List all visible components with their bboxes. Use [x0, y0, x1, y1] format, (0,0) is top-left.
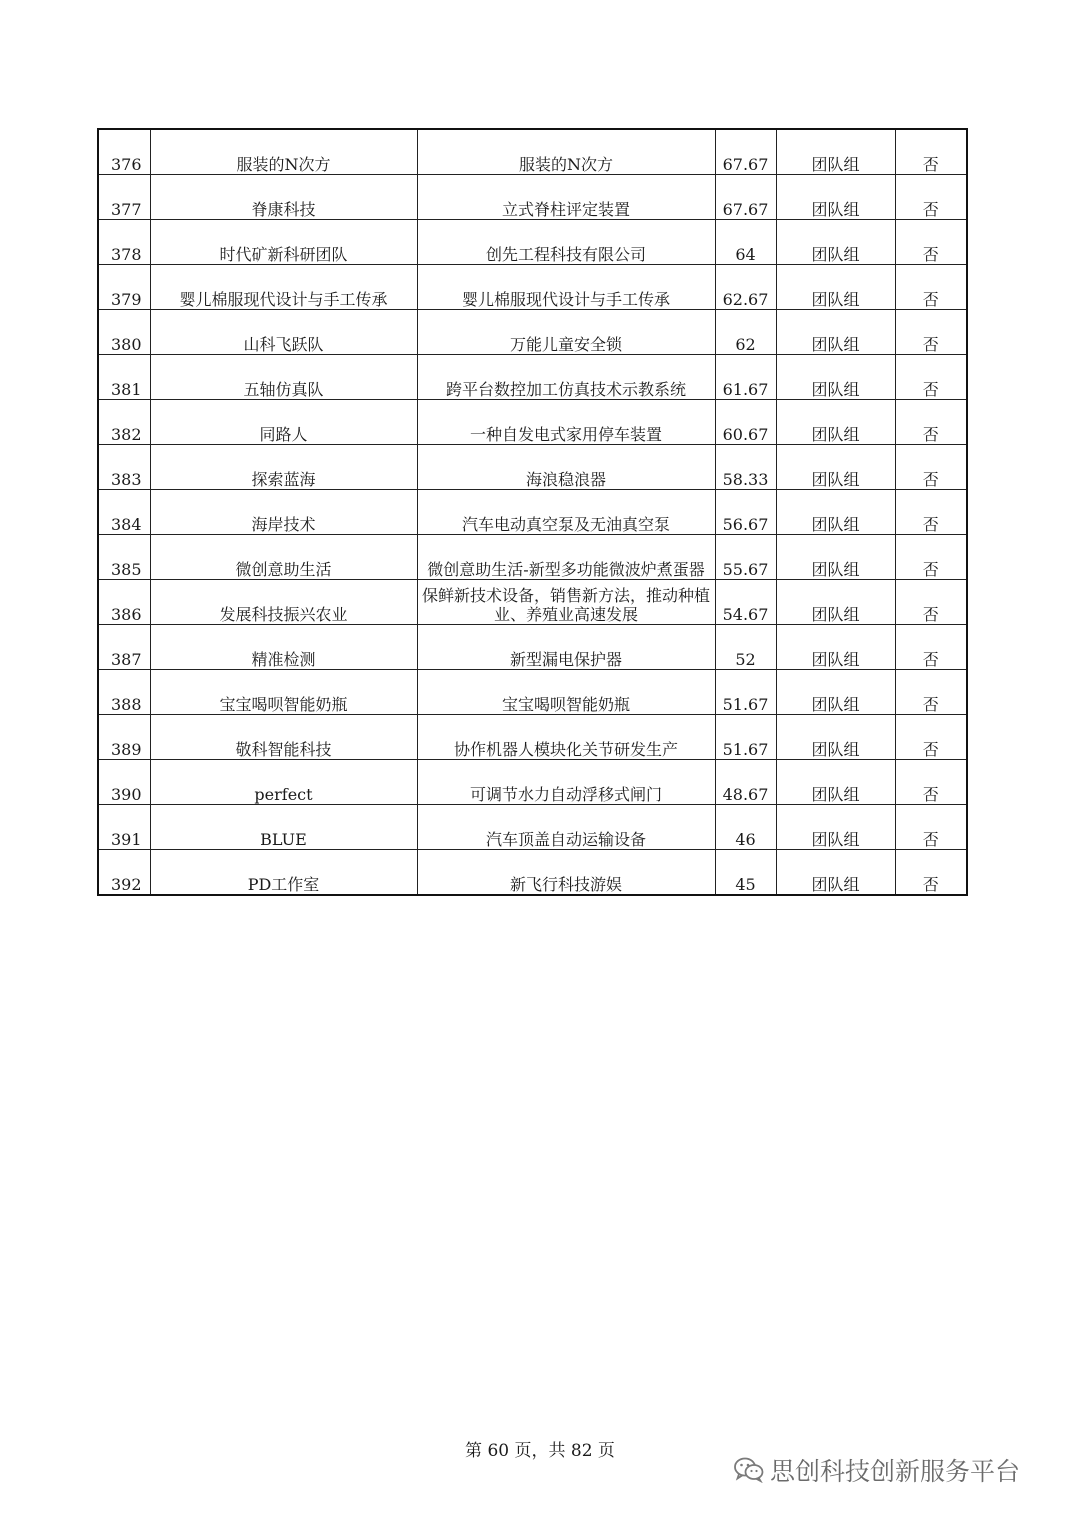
table-row	[98, 760, 967, 805]
cell-project-name: 宝宝喝呗智能奶瓶	[417, 670, 715, 715]
cell-flag: 否	[895, 850, 967, 896]
cell-group: 团队组	[776, 535, 895, 580]
cell-score: 45	[715, 850, 776, 896]
cell-group: 团队组	[776, 490, 895, 535]
cell-project-name: 汽车顶盖自动运输设备	[417, 805, 715, 850]
cell-team-name: 发展科技振兴农业	[150, 580, 417, 625]
cell-flag: 否	[895, 445, 967, 490]
table-row	[98, 535, 967, 580]
cell-group: 团队组	[776, 220, 895, 265]
cell-number: 388	[98, 670, 150, 715]
cell-score: 55.67	[715, 535, 776, 580]
table-row	[98, 129, 967, 175]
table-row	[98, 580, 967, 625]
cell-group: 团队组	[776, 129, 895, 175]
table-row	[98, 175, 967, 220]
cell-team-name: perfect	[150, 760, 417, 805]
cell-group: 团队组	[776, 805, 895, 850]
table-row	[98, 670, 967, 715]
cell-team-name: 婴儿棉服现代设计与手工传承	[150, 265, 417, 310]
cell-group: 团队组	[776, 850, 895, 896]
cell-team-name: 探索蓝海	[150, 445, 417, 490]
cell-number: 389	[98, 715, 150, 760]
cell-flag: 否	[895, 220, 967, 265]
cell-team-name: 精准检测	[150, 625, 417, 670]
cell-score: 67.67	[715, 129, 776, 175]
cell-number: 387	[98, 625, 150, 670]
cell-group: 团队组	[776, 310, 895, 355]
cell-flag: 否	[895, 175, 967, 220]
cell-group: 团队组	[776, 265, 895, 310]
cell-number: 382	[98, 400, 150, 445]
cell-score: 54.67	[715, 580, 776, 625]
cell-group: 团队组	[776, 445, 895, 490]
cell-score: 46	[715, 805, 776, 850]
cell-score: 60.67	[715, 400, 776, 445]
cell-number: 379	[98, 265, 150, 310]
cell-flag: 否	[895, 715, 967, 760]
cell-flag: 否	[895, 535, 967, 580]
cell-group: 团队组	[776, 625, 895, 670]
cell-flag: 否	[895, 580, 967, 625]
cell-score: 51.67	[715, 670, 776, 715]
cell-number: 386	[98, 580, 150, 625]
cell-score: 51.67	[715, 715, 776, 760]
watermark-text: 思创科技创新服务平台	[770, 1457, 1021, 1486]
table-row	[98, 355, 967, 400]
cell-flag: 否	[895, 760, 967, 805]
cell-score: 62	[715, 310, 776, 355]
cell-team-name: 山科飞跃队	[150, 310, 417, 355]
table-row	[98, 625, 967, 670]
cell-project-name: 跨平台数控加工仿真技术示教系统	[417, 355, 715, 400]
cell-project-name: 创先工程科技有限公司	[417, 220, 715, 265]
cell-project-name: 新飞行科技游娱	[417, 850, 715, 896]
cell-team-name: 宝宝喝呗智能奶瓶	[150, 670, 417, 715]
cell-number: 377	[98, 175, 150, 220]
cell-number: 378	[98, 220, 150, 265]
table-row	[98, 445, 967, 490]
cell-number: 390	[98, 760, 150, 805]
cell-group: 团队组	[776, 760, 895, 805]
cell-group: 团队组	[776, 580, 895, 625]
table-row	[98, 490, 967, 535]
cell-team-name: 同路人	[150, 400, 417, 445]
cell-team-name: BLUE	[150, 805, 417, 850]
table-row	[98, 715, 967, 760]
cell-flag: 否	[895, 805, 967, 850]
table-body	[98, 129, 967, 895]
watermark	[734, 1452, 1020, 1488]
cell-score: 48.67	[715, 760, 776, 805]
cell-group: 团队组	[776, 175, 895, 220]
cell-flag: 否	[895, 490, 967, 535]
cell-score: 67.67	[715, 175, 776, 220]
cell-team-name: 海岸技术	[150, 490, 417, 535]
cell-team-name: 微创意助生活	[150, 535, 417, 580]
cell-group: 团队组	[776, 400, 895, 445]
cell-score: 62.67	[715, 265, 776, 310]
cell-score: 61.67	[715, 355, 776, 400]
cell-flag: 否	[895, 265, 967, 310]
table-row	[98, 805, 967, 850]
cell-number: 381	[98, 355, 150, 400]
cell-project-name: 婴儿棉服现代设计与手工传承	[417, 265, 715, 310]
cell-group: 团队组	[776, 715, 895, 760]
cell-flag: 否	[895, 310, 967, 355]
cell-team-name: 五轴仿真队	[150, 355, 417, 400]
cell-project-name: 汽车电动真空泵及无油真空泵	[417, 490, 715, 535]
table-row	[98, 400, 967, 445]
cell-flag: 否	[895, 400, 967, 445]
cell-team-name: PD工作室	[150, 850, 417, 896]
cell-team-name: 脊康科技	[150, 175, 417, 220]
cell-project-name: 可调节水力自动浮移式闸门	[417, 760, 715, 805]
cell-group: 团队组	[776, 355, 895, 400]
cell-group: 团队组	[776, 670, 895, 715]
cell-team-name: 服装的N次方	[150, 129, 417, 175]
table-row	[98, 850, 967, 896]
cell-number: 384	[98, 490, 150, 535]
cell-score: 64	[715, 220, 776, 265]
cell-project-name: 一种自发电式家用停车装置	[417, 400, 715, 445]
cell-project-name: 微创意助生活-新型多功能微波炉煮蛋器	[417, 535, 715, 580]
cell-project-name: 海浪稳浪器	[417, 445, 715, 490]
table-row	[98, 265, 967, 310]
cell-project-name: 保鲜新技术设备，销售新方法，推动种植业、养殖业高速发展	[417, 580, 715, 625]
results-table	[97, 128, 968, 896]
cell-flag: 否	[895, 355, 967, 400]
table-row	[98, 220, 967, 265]
cell-score: 52	[715, 625, 776, 670]
cell-project-name: 立式脊柱评定装置	[417, 175, 715, 220]
cell-score: 58.33	[715, 445, 776, 490]
wechat-icon	[734, 1457, 764, 1483]
cell-number: 383	[98, 445, 150, 490]
cell-number: 392	[98, 850, 150, 896]
table-row	[98, 310, 967, 355]
cell-project-name: 万能儿童安全锁	[417, 310, 715, 355]
cell-project-name: 新型漏电保护器	[417, 625, 715, 670]
cell-flag: 否	[895, 670, 967, 715]
page-number: 第 60 页，共 82 页	[465, 1441, 615, 1461]
cell-number: 376	[98, 129, 150, 175]
cell-project-name: 协作机器人模块化关节研发生产	[417, 715, 715, 760]
cell-score: 56.67	[715, 490, 776, 535]
cell-project-name: 服装的N次方	[417, 129, 715, 175]
cell-team-name: 敬科智能科技	[150, 715, 417, 760]
cell-number: 385	[98, 535, 150, 580]
cell-number: 380	[98, 310, 150, 355]
cell-number: 391	[98, 805, 150, 850]
cell-flag: 否	[895, 129, 967, 175]
cell-flag: 否	[895, 625, 967, 670]
cell-team-name: 时代矿新科研团队	[150, 220, 417, 265]
